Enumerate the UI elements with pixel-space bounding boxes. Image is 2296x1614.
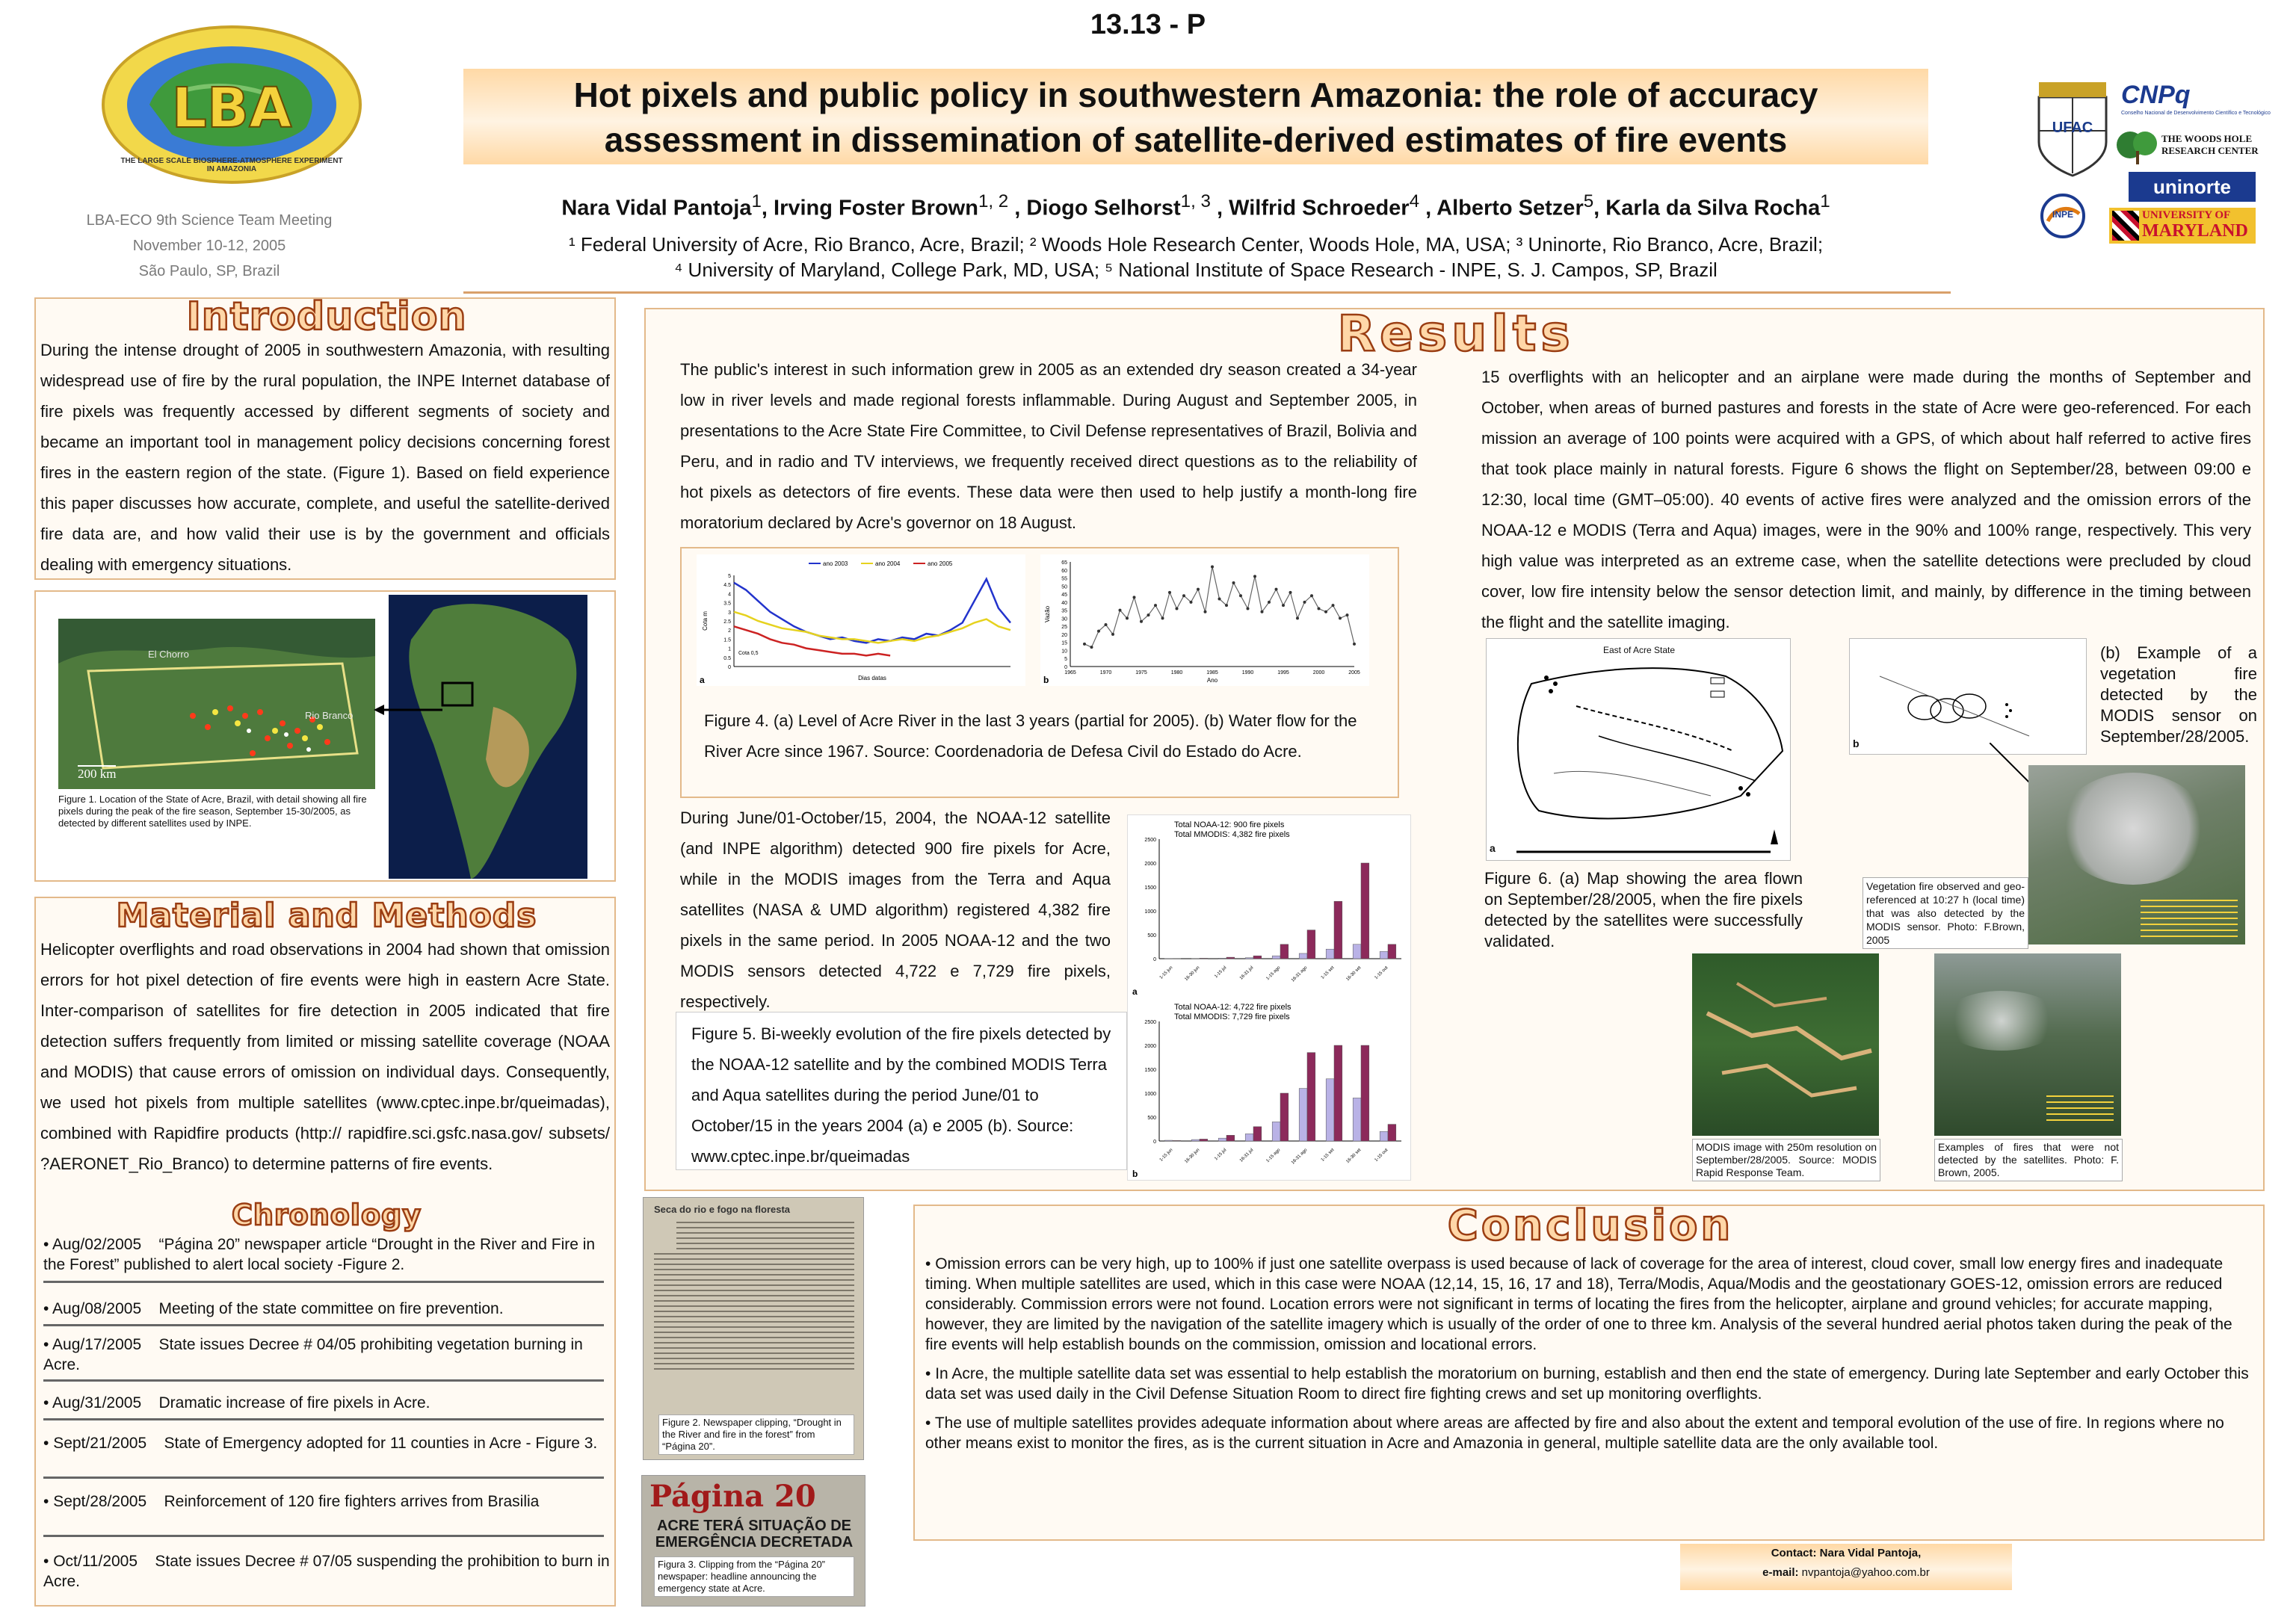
conclusion-title: Conclusion [1447, 1202, 1734, 1250]
bar [1353, 1098, 1361, 1141]
chronology-item: • Aug/02/2005 “Página 20” newspaper article “Drought in the River and Fire in the Forest” published to alert local society -Figure 2. [43, 1236, 596, 1273]
y-tick-label: 3.5 [723, 601, 731, 607]
figure6b-panel-label: b [1853, 738, 1860, 749]
data-point [1289, 591, 1292, 594]
y-tick-label: 2 [728, 628, 731, 634]
y-tick-label: 1500 [1144, 885, 1156, 891]
bar [1218, 1138, 1226, 1141]
y-tick-label: 10 [1061, 649, 1067, 655]
data-point [1204, 610, 1207, 613]
inpe-logo [2033, 191, 2093, 241]
data-point [1083, 643, 1086, 646]
chronology-date: Sept/28/2005 [53, 1493, 147, 1510]
figure1-caption: Figure 1. Location of the State of Acre, Brazil, with detail showing all fire pixels during the peak of the fire season, September 15-30/2005, as detected by different satellites used by INPE. [58, 794, 367, 829]
x-tick-label: 1970 [1099, 670, 1112, 675]
y-tick-label: 1000 [1144, 909, 1156, 915]
x-tick-label: 1-15 out [1374, 1148, 1389, 1163]
data-point [1147, 613, 1150, 616]
uninorte-logo-text: uninorte [2153, 176, 2231, 198]
bar [1380, 1131, 1388, 1141]
bar [1245, 958, 1253, 959]
bar [1299, 953, 1307, 959]
poster-id: 13.13 - P [1090, 9, 1206, 40]
meeting-name: LBA-ECO 9th Science Team Meeting [86, 212, 333, 229]
y-tick-label: 4 [728, 592, 731, 598]
figure6a-map [1486, 638, 1791, 861]
chronology-date: Aug/02/2005 [52, 1236, 142, 1253]
umd-logo-line-1: UNIVERSITY OF [2142, 209, 2231, 221]
x-axis-label: Dias datas [858, 675, 886, 681]
y-tick-label: 20 [1061, 632, 1067, 638]
y-tick-label: 50 [1061, 584, 1067, 590]
data-point [1090, 646, 1093, 649]
south-america-map [389, 595, 587, 879]
x-tick-label: 1-15 set [1320, 965, 1336, 980]
results-text-3: 15 overflights with an helicopter and an airplane were made during the months of September and October, when areas of burned pastures and forests in the state of Acre were geo-referenced. For each mission an average of 100 points were acquired with a GPS, of which about half referred to active fires that took place mainly in natural forests. Figure 6 shows the flight on September/28, between 09:00 e 12:30, local time (GMT–05:00). 40 events of active fires were analyzed and the omission errors of the NOAA-12 e MODIS (Terra and Aqua) images, were in the 90% and 100% range, respectively. This very high value was interpreted as an extreme case, when the satellite detections were precluded by cloud cover, low fire intensity below the sensor detection limit, and mainly, by difference in the timing between the flight and the satellite imaging. [1481, 368, 2251, 631]
x-tick-label: 16-30 set [1345, 1148, 1363, 1165]
legend-label: ano 2004 [875, 560, 901, 567]
x-tick-label: 1-15 ago [1265, 965, 1282, 982]
lba-logo-text: LBA [171, 76, 292, 140]
author: Diogo Selhorst [1026, 196, 1181, 220]
data-point [1126, 616, 1129, 619]
chronology-text: State issues Decree # 04/05 prohibiting vegetation burning in Acre. [43, 1336, 583, 1373]
bar [1272, 956, 1280, 959]
data-point [1182, 594, 1185, 597]
y-tick-label: 45 [1061, 593, 1067, 599]
bar [1334, 1045, 1342, 1141]
undetected-fires-photo [1934, 953, 2121, 1136]
chart-annotation: Cota 0,5 [738, 650, 759, 656]
river-level-chart [697, 554, 1025, 686]
chronology-date: Sept/21/2005 [53, 1435, 147, 1452]
uninorte-logo [2129, 172, 2256, 202]
chronology-item: • Aug/17/2005 State issues Decree # 04/05 prohibiting vegetation burning in Acre. [43, 1336, 583, 1373]
y-tick-label: 65 [1061, 560, 1067, 566]
data-point [1282, 604, 1285, 607]
umd-logo [2109, 208, 2256, 244]
conclusion-bullet-text: In Acre, the multiple satellite data set was essential to help establish the moratorium on burning, establish and then end the state of emergency. During late September and early October this data set was used daily in the Civil Defense Situation Room to direct fire fighting crews and set up monitoring overflights. [925, 1365, 2249, 1403]
bar [1226, 1135, 1235, 1141]
photo-overlay-notes [2141, 900, 2238, 937]
figure2-caption: Figure 2. Newspaper clipping, “Drought in the River and fire in the forest” from “Página 20”. [658, 1414, 854, 1455]
x-tick-label: 16-31 ago [1291, 965, 1309, 983]
conclusion-bullets [925, 1254, 2256, 1453]
affiliations-line-2: ⁴ University of Maryland, College Park, MD, USA; ⁵ National Institute of Space Research - INPE, S. J. Campos, SP, Brazil [674, 259, 1718, 281]
bar [1280, 944, 1289, 959]
y-tick-label: 1.5 [723, 637, 731, 643]
data-point [1218, 598, 1221, 601]
author: Karla da Silva Rocha [1605, 196, 1821, 220]
figure3-newspaper-clipping [641, 1475, 865, 1607]
title-banner [463, 69, 1928, 164]
y-tick-label: 2000 [1144, 862, 1156, 867]
newspaper-headline: ACRE TERÁ SITUAÇÃO DE EMERGÊNCIA DECRETADA [655, 1518, 854, 1550]
bar [1299, 1089, 1307, 1141]
bar [1334, 901, 1342, 959]
data-point [1225, 604, 1228, 607]
figure1-arrow [374, 702, 448, 717]
series-line [734, 612, 1010, 643]
data-point [1133, 596, 1136, 599]
data-point [1211, 565, 1214, 568]
y-tick-label: 1 [728, 646, 731, 652]
x-tick-label: 16-31 jul [1238, 1148, 1255, 1163]
y-tick-label: 2.5 [723, 619, 731, 625]
newspaper-masthead: Página 20 [649, 1479, 816, 1514]
x-tick-label: 1-15 out [1374, 965, 1389, 980]
y-tick-label: 0 [728, 665, 731, 670]
data-point [1119, 609, 1122, 612]
y-tick-label: 2000 [1144, 1044, 1156, 1049]
conclusion-bullet-text: Omission errors can be very high, up to 100% if just one satellite overpass is used because of lack of coverage for the area of interest, cloud cover, small low energy fires and inadequate timing. When multiple satellites are used, which in this case were NOAA (12,14, 15, 16, 17 and 18), Terra/Modis, Aqua/Modis and the geostationary GOES-12, omission errors are reduced considerably. Commission errors were not found. Location errors were not significant in terms of locating the fires from the helicopter, airplane and ground vehicles; for accurate mapping, however, they are limited by the navigation of the satellite imagery which is usually of the order of one to three km. Analysis of the several hundred aerial photos taken during the peak of the fire events will help establish bounds on the commission, omission and locational errors. [925, 1255, 2232, 1353]
chart-annotation: Total MMODIS: 7,729 fire pixels [1174, 1012, 1290, 1021]
chronology-date: Oct/11/2005 [53, 1553, 138, 1570]
author-affiliation: 1 [751, 191, 762, 211]
legend-label: ano 2005 [928, 560, 953, 567]
bar [1307, 930, 1315, 959]
bar [1272, 1122, 1280, 1141]
contact-email-line [1680, 1563, 2012, 1583]
author-affiliation: 1, 3 [1180, 191, 1211, 211]
results-text-2: During June/01-October/15, 2004, the NOAA-12 satellite (and INPE algorithm) detected 900 fire pixels for Acre, while in the MODIS images from the Terra and Aqua satellites (NASA & UMD algorithm) registered 4,382 fire pixels in the same period. In 2005 NOAA-12 and the two MODIS sensors detected 4,722 e 7,729 fire pixels, respectively. [680, 808, 1111, 1011]
ufac-logo [2031, 82, 2114, 179]
data-point [1275, 588, 1278, 591]
x-tick-label: 16-30 set [1345, 965, 1363, 983]
y-tick-label: 35 [1061, 608, 1067, 614]
y-tick-label: 5 [1064, 657, 1067, 663]
author: Alberto Setzer [1436, 196, 1584, 220]
x-tick-label: 1965 [1064, 670, 1076, 675]
introduction-title: Introduction [186, 294, 467, 339]
introduction-panel [34, 294, 616, 580]
data-point [1176, 607, 1179, 610]
data-point [1247, 607, 1250, 610]
y-axis-label: Cota m [702, 611, 709, 631]
chronology-item: • Sept/21/2005 State of Emergency adopted for 11 counties in Acre - Figure 3. [43, 1435, 598, 1452]
figure5-caption-box [676, 1012, 1127, 1170]
conclusion-bullet-text: The use of multiple satellites provides adequate information about where areas are affected by fire and also about the extent and temporal evolution of the use of fire. In regions where no other means exist to monitor the fires, as is the current situation in Acre and Amazonia in general, multiple satellite data are the only available tool. [925, 1414, 2224, 1452]
title-line-2: assessment in dissemination of satellite-derived estimates of fire events [604, 120, 1788, 159]
y-tick-label: 55 [1061, 576, 1067, 582]
cnpq-logo-subtext: Conselho Nacional de Desenvolvimento Científico e Tecnológico [2121, 111, 2271, 116]
figure6a-panel-label: a [1490, 842, 1496, 854]
data-point [1261, 610, 1264, 613]
x-tick-label: 16-30 jun [1184, 965, 1201, 983]
results-title: Results [1337, 305, 1575, 362]
results-panel [644, 305, 2265, 1191]
figure6b-caption: (b) Example of a vegetation fire detected by the MODIS sensor on September/28/2005. [2100, 643, 2257, 746]
bar [1353, 944, 1361, 959]
conclusion-panel [913, 1202, 2265, 1541]
figure1-panel [34, 590, 616, 882]
x-tick-label: 2000 [1312, 670, 1325, 675]
y-tick-label: 5 [728, 574, 731, 579]
methods-text: Helicopter overflights and road observations in 2004 had shown that omission errors for hot pixel detection of fire events were high in eastern Acre State. Inter-comparison of satellites for fire detection in 2005 indicated that fire detection suffers frequently from limited or missing satellite coverage (NOAA and MODIS) that cause errors of omission on individual days. Consequently, we used hot pixels from multiple satellites (www.cptec.inpe.br/queimadas), combined with Rapidfire products (http:// rapidfire.sci.gsfc.nasa.gov/ subsets/ ?AERONET_Rio_Branco) to determine patterns of fire events. [40, 940, 610, 1173]
chronology-text: Reinforcement of 120 fire fighters arrives from Brasilia [164, 1493, 540, 1510]
methods-title: Material and Methods [116, 897, 537, 935]
author: Nara Vidal Pantoja [561, 196, 752, 220]
chronology-item: • Aug/08/2005 Meeting of the state committee on fire prevention. [43, 1300, 504, 1317]
x-tick-label: 16-31 ago [1291, 1148, 1309, 1166]
chronology-item: • Aug/31/2005 Dramatic increase of fire pixels in Acre. [43, 1394, 430, 1412]
y-tick-label: 500 [1147, 933, 1156, 939]
bar [1361, 1045, 1369, 1141]
chronology-text: State issues Decree # 07/05 suspending the prohibition to burn in Acre. [43, 1553, 610, 1590]
vegetation-fire-photo-caption: Vegetation fire observed and geo-referenced at 10:27 h (local time) that was also detected by the MODIS sensor. Photo: F.Brown, 2005 [1863, 877, 2028, 949]
chart-annotation: Total NOAA-12: 900 fire pixels [1174, 820, 1285, 829]
data-point [1239, 594, 1242, 597]
y-tick-label: 0 [1153, 957, 1156, 962]
meeting-info [45, 208, 374, 284]
x-tick-label: 1-15 jun [1158, 965, 1174, 980]
panel-label: a [700, 675, 705, 685]
figure5-panel [1127, 814, 1411, 1181]
figure5a-chart [1129, 818, 1409, 998]
data-point [1339, 616, 1342, 619]
modis-image [1692, 953, 1879, 1136]
cnpq-logo [2121, 81, 2271, 123]
data-point [1353, 643, 1356, 646]
y-tick-label: 3 [728, 610, 731, 616]
photo-overlay-notes [2046, 1095, 2114, 1125]
chronology-date: Aug/31/2005 [52, 1394, 142, 1412]
figure4b-chart [1040, 554, 1369, 686]
x-tick-label: 16-30 jun [1184, 1148, 1201, 1165]
data-point [1296, 616, 1299, 619]
panel-label: b [1132, 1169, 1138, 1179]
chronology-title: Chronology [231, 1199, 422, 1231]
ufac-logo-text: UFAC [2052, 120, 2093, 136]
bar [1200, 958, 1208, 959]
legend-label: ano 2003 [823, 560, 848, 567]
y-tick-label: 0 [1064, 665, 1067, 670]
x-tick-label: 1980 [1170, 670, 1183, 675]
y-tick-label: 25 [1061, 625, 1067, 631]
map-label-rio-branco: Rio Branco [305, 710, 354, 721]
x-tick-label: 16-31 jul [1238, 965, 1255, 981]
data-point [1105, 623, 1108, 626]
figure3-caption: Figura 3. Clipping from the “Página 20” newspaper: headline announcing the emergency state at Acre. [654, 1556, 854, 1597]
chronology-text: State of Emergency adopted for 11 counties in Acre - Figure 3. [164, 1435, 598, 1452]
panel-label: a [1132, 986, 1138, 997]
chronology-divider [43, 1477, 604, 1479]
fire-pixels-2004-chart [1129, 818, 1409, 998]
whrc-logo [2115, 127, 2265, 169]
y-tick-label: 1500 [1144, 1068, 1156, 1073]
cnpq-logo-text: CNPq [2121, 81, 2191, 109]
y-tick-label: 2500 [1144, 1020, 1156, 1025]
figure6-caption: Figure 6. (a) Map showing the area flown on September/28/2005, when the fire pixels detected by the satellites were successfully validated. [1484, 869, 1803, 950]
x-tick-label: 1-15 jul [1214, 965, 1228, 980]
bar [1200, 1139, 1208, 1141]
x-tick-label: 1-15 jul [1214, 1148, 1228, 1162]
chronology-item: • Oct/11/2005 State issues Decree # 07/05 suspending the prohibition to burn in Acre. [43, 1553, 610, 1590]
newspaper-dropcap [654, 1222, 676, 1252]
chronology-divider [43, 1281, 604, 1283]
x-tick-label: 2005 [1348, 670, 1360, 675]
map-label-el-chorro: El Chorro [148, 649, 189, 660]
figure4a-chart [697, 554, 1025, 686]
author-affiliation: 1 [1820, 191, 1830, 211]
contact-box [1680, 1544, 2012, 1590]
figure6b-detection-plot [1849, 638, 2087, 755]
modis-image-caption: MODIS image with 250m resolution on September/28/2005. Source: MODIS Rapid Response Team. [1692, 1139, 1880, 1181]
y-tick-label: 40 [1061, 600, 1067, 606]
data-point [1303, 601, 1306, 604]
y-tick-label: 0.5 [723, 655, 731, 661]
bar [1218, 958, 1226, 959]
data-point [1168, 591, 1171, 594]
chronology-text: Dramatic increase of fire pixels in Acre. [158, 1394, 430, 1412]
author: Wilfrid Schroeder [1229, 196, 1410, 220]
chronology-item: • Sept/28/2005 Reinforcement of 120 fire fighters arrives from Brasilia [43, 1493, 540, 1510]
y-tick-label: 500 [1147, 1116, 1156, 1121]
affiliations-line-1: ¹ Federal University of Acre, Rio Branco, Acre, Brazil; ² Woods Hole Research Center, Woods Hole, MA, USA; ³ Uninorte, Rio Branco, Acre, Brazil; [568, 233, 1824, 256]
data-point [1268, 601, 1271, 604]
newspaper-text-columns [654, 1222, 854, 1371]
figure2-newspaper-clipping [643, 1197, 864, 1460]
author-affiliation: 5 [1583, 191, 1594, 211]
bar [1226, 957, 1235, 959]
y-tick-label: 2500 [1144, 838, 1156, 843]
author-affiliation: 1, 2 [978, 191, 1009, 211]
author: Irving Foster Brown [774, 196, 978, 220]
chronology-date: Aug/17/2005 [52, 1336, 142, 1353]
x-axis-label: Ano [1206, 677, 1218, 684]
chronology-divider [43, 1379, 604, 1382]
y-tick-label: 60 [1061, 568, 1067, 574]
water-flow-chart [1040, 554, 1369, 686]
data-point [1190, 601, 1193, 604]
results-text-1: The public's interest in such information grew in 2005 as an extended dry season created a 34-year low in river levels and made regional forests inflammable. During August and September 2005, in presentations to the Acre State Fire Committee, to Civil Defense representatives of Brazil, Bolivia and Peru, and in radio and TV interviews, we frequently received direct questions as to the reliability of hot pixels as detectors of fire events. These data were then used to help justify a month-long fire moratorium declared by Acre's governor on 18 August. [680, 360, 1417, 532]
figure5-caption: Figure 5. Bi-weekly evolution of the fire pixels detected by the NOAA-12 satellite and by the combined MODIS Terra and Aqua satellites during the period June/01 to October/15 in the years 2004 (a) e 2005 (b). Source: www.cptec.inpe.br/queimadas [691, 1024, 1111, 1166]
bar [1173, 1140, 1181, 1141]
figure5b-chart [1129, 1001, 1409, 1180]
smoke-plume [2058, 773, 2208, 885]
x-tick-label: 1990 [1241, 670, 1254, 675]
bar [1307, 1053, 1315, 1141]
data-point [1318, 607, 1321, 610]
x-tick-label: 1-15 jun [1158, 1148, 1174, 1163]
methods-panel [34, 897, 616, 1607]
x-tick-label: 1985 [1206, 670, 1218, 675]
lba-logo-ring-text: THE LARGE SCALE BIOSPHERE-ATMOSPHERE EXPERIMENT IN AMAZONIA [120, 157, 343, 173]
author-affiliation: 4 [1409, 191, 1420, 211]
conclusion-bullet: • The use of multiple satellites provides adequate information about where areas are affected by fire and also about the extent and temporal evolution of the use of fire. In regions where no other means exist to monitor the fires, as is the current situation in Acre and Amazonia in general, multiple satellite data are the only available tool. [925, 1414, 2224, 1452]
bar [1245, 1134, 1253, 1141]
x-tick-label: 1995 [1277, 670, 1289, 675]
introduction-text: During the intense drought of 2005 in southwestern Amazonia, with resulting widespread use of fire by the rural population, the INPE Internet database of fire pixels was frequently accessed by different segments of society and became an important tool in management policy decisions concerning forest fires in the eastern region of the state. (Figure 1). Based on field experience this paper discusses how accurate, complete, and useful the satellite-derived fire data are, and how valid their use is by the government and officials dealing with emergency situations. [40, 341, 610, 574]
newspaper-clipping-header: Seca do rio e fogo na floresta [654, 1204, 791, 1215]
data-point [1197, 588, 1200, 591]
chronology-date: Aug/08/2005 [52, 1300, 142, 1317]
meeting-location: São Paulo, SP, Brazil [138, 263, 280, 279]
figure4-panel [680, 547, 1399, 798]
bar [1280, 1093, 1289, 1141]
series-line [734, 579, 1010, 643]
acre-fire-map [58, 619, 375, 789]
conclusion-bullet: • Omission errors can be very high, up to 100% if just one satellite overpass is used because of lack of coverage for the area of interest, cloud cover, small low energy fires and inadequate timing. When multiple satellites are used, which in this case were NOAA (12,14, 15, 16, 17 and 18), Terra/Modis, Aqua/Modis and the geostationary GOES-12, omission errors are reduced considerably. Commission errors were not found. Location errors were not significant in terms of locating the fires from the helicopter, airplane and ground vehicles; for accurate mapping, however, they are limited by the navigation of the satellite imagery which is usually of the order of one to three km. Analysis of the several hundred aerial photos taken during the peak of the fire events will help establish bounds on the commission, omission and locational errors. [925, 1255, 2232, 1353]
data-point [1324, 610, 1327, 613]
x-tick-label: 1975 [1135, 670, 1147, 675]
umd-crest [2112, 211, 2139, 241]
y-axis-label: Vazão [1044, 605, 1051, 623]
x-tick-label: 1-15 ago [1265, 1148, 1282, 1164]
figure4-caption: Figure 4. (a) Level of Acre River in the last 3 years (partial for 2005). (b) Water flow for the River Acre since 1967. Source: Coordenadoria de Defesa Civil do Estado do Acre. [704, 711, 1357, 761]
y-tick-label: 4.5 [723, 583, 731, 589]
bar [1164, 1140, 1173, 1141]
smoke-plume [1942, 991, 2061, 1051]
header-divider [463, 291, 1951, 294]
bar [1388, 1125, 1396, 1141]
bar [1361, 863, 1369, 959]
x-tick-label: 1-15 set [1320, 1148, 1336, 1163]
fire-pixels-2005-chart [1129, 1001, 1409, 1180]
y-tick-label: 1000 [1144, 1092, 1156, 1097]
data-point [1111, 633, 1114, 636]
y-tick-label: 0 [1153, 1140, 1156, 1145]
contact-email-label: e-mail: [1762, 1566, 1799, 1579]
data-point [1332, 604, 1335, 607]
data-point [1310, 594, 1313, 597]
data-point [1346, 613, 1349, 616]
chronology-divider [43, 1324, 604, 1326]
contact-name: Contact: Nara Vidal Pantoja, [1771, 1547, 1922, 1559]
map-scale-bar: 200 km [78, 767, 117, 781]
chart-annotation: Total MMODIS: 4,382 fire pixels [1174, 830, 1290, 839]
chart-annotation: Total NOAA-12: 4,722 fire pixels [1174, 1003, 1292, 1012]
chronology-divider [43, 1418, 604, 1420]
bar [1253, 1127, 1262, 1141]
chronology-text: “Página 20” newspaper article “Drought in the River and Fire in the Forest” published to alert local society -Figure 2. [43, 1236, 596, 1273]
contact-email: nvpantoja@yahoo.com.br [1801, 1566, 1930, 1579]
data-point [1232, 581, 1235, 584]
vegetation-fire-photo [2028, 765, 2245, 944]
data-point [1140, 620, 1143, 623]
series-line [1084, 567, 1354, 648]
data-point [1161, 616, 1164, 619]
conclusion-bullet: • In Acre, the multiple satellite data set was essential to help establish the moratorium on burning, establish and then end the state of emergency. During late September and early October this data set was used daily in the Civil Defense Situation Room to direct fire fighting crews and set up monitoring overflights. [925, 1365, 2249, 1403]
data-point [1154, 604, 1157, 607]
bar [1388, 944, 1396, 959]
map-title: East of Acre State [1603, 645, 1676, 655]
data-point [1253, 575, 1256, 578]
chronology-text: Meeting of the state committee on fire prevention. [158, 1300, 504, 1317]
inpe-logo-text: INPE [2052, 209, 2073, 220]
data-point [1097, 630, 1100, 633]
bar [1380, 951, 1388, 959]
undetected-fires-photo-caption: Examples of fires that were not detected by the satellites. Photo: F. Brown, 2005. [1934, 1139, 2123, 1181]
bar [1326, 949, 1334, 959]
y-tick-label: 15 [1061, 640, 1067, 646]
author-list: Nara Vidal Pantoja$^1$, Irving Foster Brown$^{1, 2}$ , Diogo Selhorst$^{1, 3}$ , Wilfrid Schroeder$^4$ , Alberto Setzer$^5$, Karla da Silva Rocha$^1$ [561, 191, 1830, 220]
bar [1253, 956, 1262, 959]
umd-logo-line-2: MARYLAND [2142, 221, 2248, 241]
lba-logo [97, 22, 366, 187]
bar [1326, 1079, 1334, 1141]
bar [1191, 1140, 1200, 1141]
title-line-1: Hot pixels and public policy in southwestern Amazonia: the role of accuracy [573, 75, 1818, 114]
chronology-divider [43, 1535, 604, 1537]
panel-label: b [1043, 675, 1049, 685]
y-tick-label: 30 [1061, 616, 1067, 622]
meeting-dates: November 10-12, 2005 [132, 238, 286, 254]
whrc-logo-text: THE WOODS HOLE RESEARCH CENTER [2161, 133, 2259, 156]
